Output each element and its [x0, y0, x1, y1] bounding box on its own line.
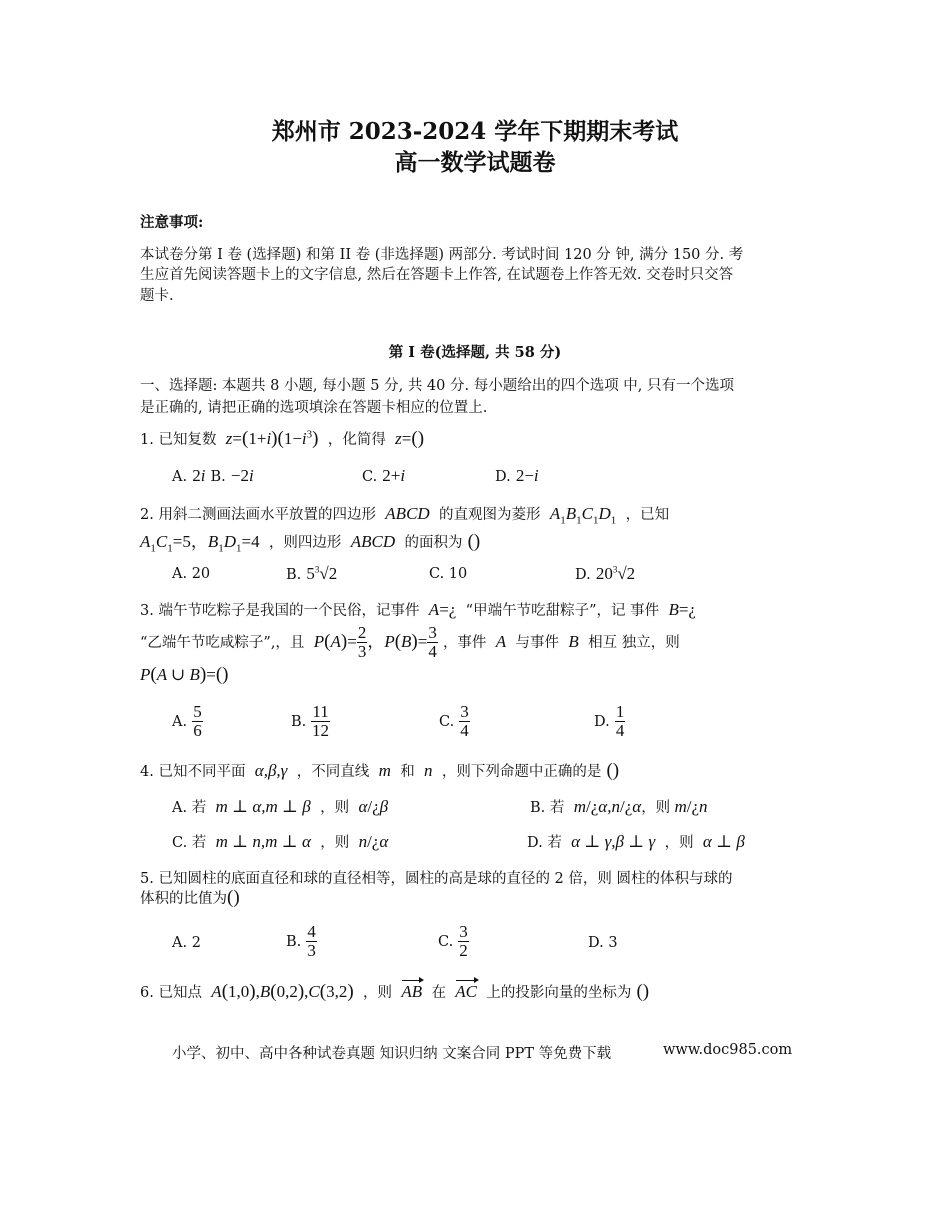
q1-opt-a-label: A. — [172, 469, 188, 485]
q2-rhombus: $A_1B_1C_1D_1$ — [545, 504, 617, 527]
q5-opt-c-label: C. — [438, 933, 454, 950]
q4-opt-a-label: A. 若 — [172, 800, 207, 816]
q2-opt-b-value: $5^3√2$ — [306, 564, 338, 583]
q1-option-c — [362, 466, 405, 486]
q4-option-d — [527, 831, 745, 852]
q1-ask: z=() — [390, 428, 425, 449]
q4-opt-d-cond: α ⊥ γ,β ⊥ γ — [566, 832, 660, 851]
q4-opt-d-label: D. 若 — [527, 835, 562, 851]
q1-mid: ，化简得 — [327, 432, 386, 448]
question-3-stem-line-1 — [140, 599, 696, 620]
q3-opt-a-label: A. — [172, 713, 188, 730]
q4-opt-c-then: ，则 — [320, 835, 350, 851]
q4-opt-b-then: ，则 — [641, 800, 671, 816]
q2-mid3: ，则四边形 — [268, 535, 342, 551]
q6-mid2: 在 — [431, 985, 446, 1001]
q3-mid1: “甲端午节吃甜粽子”，记 事件 — [465, 603, 660, 619]
q2-prefix: 2. 用斜二测画法画水平放置的四边形 — [140, 507, 376, 523]
q3-prefix: 3. 端午节吃粽子是我国的一个民俗，记事件 — [140, 603, 420, 619]
part1-intro-line-2: 是正确的, 请把正确的选项填涂在答题卡相应的位置上. — [140, 400, 488, 416]
q2-abcd-2: ABCD — [346, 532, 400, 551]
q3-line2-c: 与事件 — [515, 634, 560, 651]
q4-opt-b-label: B. 若 — [530, 800, 565, 816]
q5-paren: () — [227, 887, 240, 908]
q1-opt-b-value: −2i — [230, 466, 254, 485]
q2-opt-d-value: $20^3√2$ — [595, 564, 636, 583]
q1-prefix: 1. 已知复数 — [140, 432, 217, 448]
question-3-stem-line-3 — [140, 664, 229, 686]
q2-abcd: ABCD — [381, 504, 434, 523]
q6-vector-ab: AB — [401, 982, 423, 1001]
notice-heading: 注意事项: — [140, 214, 204, 231]
q3-option-c — [439, 703, 470, 740]
q5-option-c — [438, 923, 469, 960]
q6-mid1: ，则 — [362, 985, 392, 1001]
q4-opt-d-concl: α ⊥ β — [698, 832, 745, 851]
q4-opt-a-cond: m ⊥ α,m ⊥ β — [211, 797, 315, 816]
q3-line2-d: 相互 独立，则 — [588, 634, 680, 651]
q4-option-a — [172, 796, 388, 817]
q4-paren: () — [606, 760, 620, 781]
q1-opt-a-value: 2i — [192, 466, 206, 485]
question-1-stem — [140, 428, 424, 450]
q2-opt-a: A. 20 — [172, 566, 211, 582]
q6-vector-ac: AC — [455, 982, 478, 1001]
question-5-stem-line-2 — [140, 887, 240, 909]
page-subtitle: 高一数学试题卷 — [394, 149, 556, 176]
q3-line2-b: ，事件 — [442, 634, 487, 651]
q5-opt-c-frac: $\frac{3}{2}$ — [459, 922, 468, 960]
question-3-stem-line-2: “乙端午节吃咸粽子”,，且 P(A)= $\frac{2}{3}$ ，P(B)= $\frac{3}{4}$ ，事件 A 与事件 B 相互 独立，则 — [140, 623, 680, 661]
q5-option-b — [286, 923, 317, 960]
q4-option-b — [530, 796, 708, 817]
q5-opt-b-frac: $\frac{4}{3}$ — [307, 922, 316, 960]
q3-pb: P(B)= — [384, 630, 428, 652]
q3-b-letter: B — [564, 631, 583, 651]
footer-text: 小学、初中、高中各种试卷真题 知识归纳 文案合同 PPT 等免费下载 — [172, 1046, 612, 1062]
q4-opt-c-concl: n/¿α — [354, 832, 389, 851]
notice-line-1: 本试卷分第 I 卷 (选择题) 和第 II 卷 (非选择题) 两部分. 考试时间 120 分 钟, 满分 150 分. 考 — [140, 247, 744, 263]
q1-formula: $z=(1+i)(1-i^3)$ — [221, 428, 319, 449]
q5-opt-a: A. 2 — [172, 935, 201, 951]
q2-option-b — [286, 564, 337, 584]
part1-intro-line-1: 一、选择题: 本题共 8 小题, 每小题 5 分, 共 40 分. 每小题给出的四个选项 中, 只有一个选项 — [140, 378, 735, 394]
q5-opt-b-label: B. — [286, 933, 302, 950]
q2-opt-d-label: D. — [575, 567, 591, 583]
q3-pb-frac: $\frac{3}{4}$ — [428, 623, 437, 661]
q4-n: n — [419, 761, 437, 780]
q4-option-c — [172, 831, 388, 852]
q4-mid2: 和 — [400, 764, 415, 780]
footer-url[interactable]: www.doc985.com — [663, 1042, 793, 1058]
q2-opt-c: C. 10 — [429, 566, 468, 582]
q3-line2-a: “乙端午节吃咸粽子”,，且 — [140, 634, 305, 651]
q3-event-b: B=¿ — [664, 600, 696, 619]
q4-prefix: 4. 已知不同平面 — [140, 764, 246, 780]
page-title: 郑州市 2023-2024 学年下期期末考试 — [271, 118, 679, 145]
q4-opt-b-cond: m/¿α,n/¿α — [569, 797, 642, 816]
q3-option-a — [172, 703, 203, 740]
q2-paren: () — [467, 531, 481, 552]
question-5-stem-line-1: 5. 已知圆柱的底面直径和球的直径相等，圆柱的高是球的直径的 2 倍，则 圆柱的体积与球的 — [140, 871, 733, 887]
q4-opt-a-concl: α/¿β — [354, 797, 389, 816]
q3-option-b — [291, 703, 330, 740]
q6-paren: () — [636, 981, 650, 1002]
q5-opt-d: D. 3 — [588, 935, 618, 951]
q2-mid4: 的面积为 — [404, 535, 463, 551]
q1-options — [172, 466, 254, 486]
q1-opt-c-value: 2+i — [382, 466, 406, 485]
q3-union: P(A ∪ B)=() — [140, 664, 229, 685]
q4-opt-c-cond: m ⊥ n,m ⊥ α — [211, 832, 316, 851]
notice-line-2: 生应首先阅读答题卡上的文字信息, 然后在答题卡上作答, 在试题卷上作答无效. 交卷时只交答 — [140, 267, 734, 283]
q4-mid1: ，不同直线 — [296, 764, 370, 780]
q4-opt-b-concl: m/¿n — [670, 797, 708, 816]
q4-m: m — [374, 761, 396, 780]
q6-mid3: 上的投影向量的坐标为 — [486, 985, 632, 1001]
notice-line-3: 题卡. — [140, 288, 174, 304]
q3-opt-d-frac: $\frac{1}{4}$ — [615, 702, 625, 740]
q3-opt-c-label: C. — [439, 713, 455, 730]
q1-opt-b-label: B. — [210, 469, 226, 485]
q1-opt-d-label: D. — [495, 469, 511, 485]
q3-a-letter: A — [491, 631, 511, 651]
q3-pa: P(A)= — [309, 630, 357, 652]
q3-event-a: A=¿ — [424, 600, 457, 619]
q4-mid3: ，则下列命题中正确的是 — [441, 764, 602, 780]
q4-opt-c-label: C. 若 — [172, 835, 207, 851]
q1-option-d — [495, 466, 539, 486]
q3-opt-a-frac: $\frac{5}{6}$ — [193, 702, 202, 740]
q2-opt-b-label: B. — [286, 567, 302, 583]
q5-line2: 体积的比值为 — [140, 891, 227, 907]
q4-opt-d-then: ，则 — [664, 835, 694, 851]
question-4-stem — [140, 760, 619, 782]
part1-heading: 第 I 卷(选择题, 共 58 分) — [388, 344, 562, 361]
q3-opt-d-label: D. — [594, 713, 610, 730]
q3-opt-c-frac: $\frac{3}{4}$ — [460, 702, 469, 740]
q3-pa-frac: $\frac{2}{3}$ — [357, 623, 367, 661]
question-6-stem — [140, 981, 649, 1003]
q2-mid2: ，已知 — [625, 507, 670, 523]
q2-given: $A_1C_1=5$，$B_1D_1=4$ — [140, 532, 260, 555]
question-2-stem-line-2 — [140, 527, 480, 554]
question-2-stem-line-1 — [140, 503, 669, 526]
q6-points: A(1,0),B(0,2),C(3,2) — [207, 981, 354, 1002]
q2-mid1: 的直观图为菱形 — [439, 507, 541, 523]
q3-opt-b-label: B. — [291, 713, 307, 730]
q6-prefix: 6. 已知点 — [140, 985, 202, 1001]
q1-opt-d-value: 2−i — [515, 466, 539, 485]
q3-option-d — [594, 703, 625, 740]
q3-opt-b-frac: $\frac{11}{12}$ — [312, 702, 330, 740]
q2-option-d — [575, 564, 635, 584]
q4-planes: α,β,γ — [250, 761, 292, 780]
q1-opt-c-label: C. — [362, 469, 378, 485]
q4-opt-a-then: ，则 — [320, 800, 350, 816]
